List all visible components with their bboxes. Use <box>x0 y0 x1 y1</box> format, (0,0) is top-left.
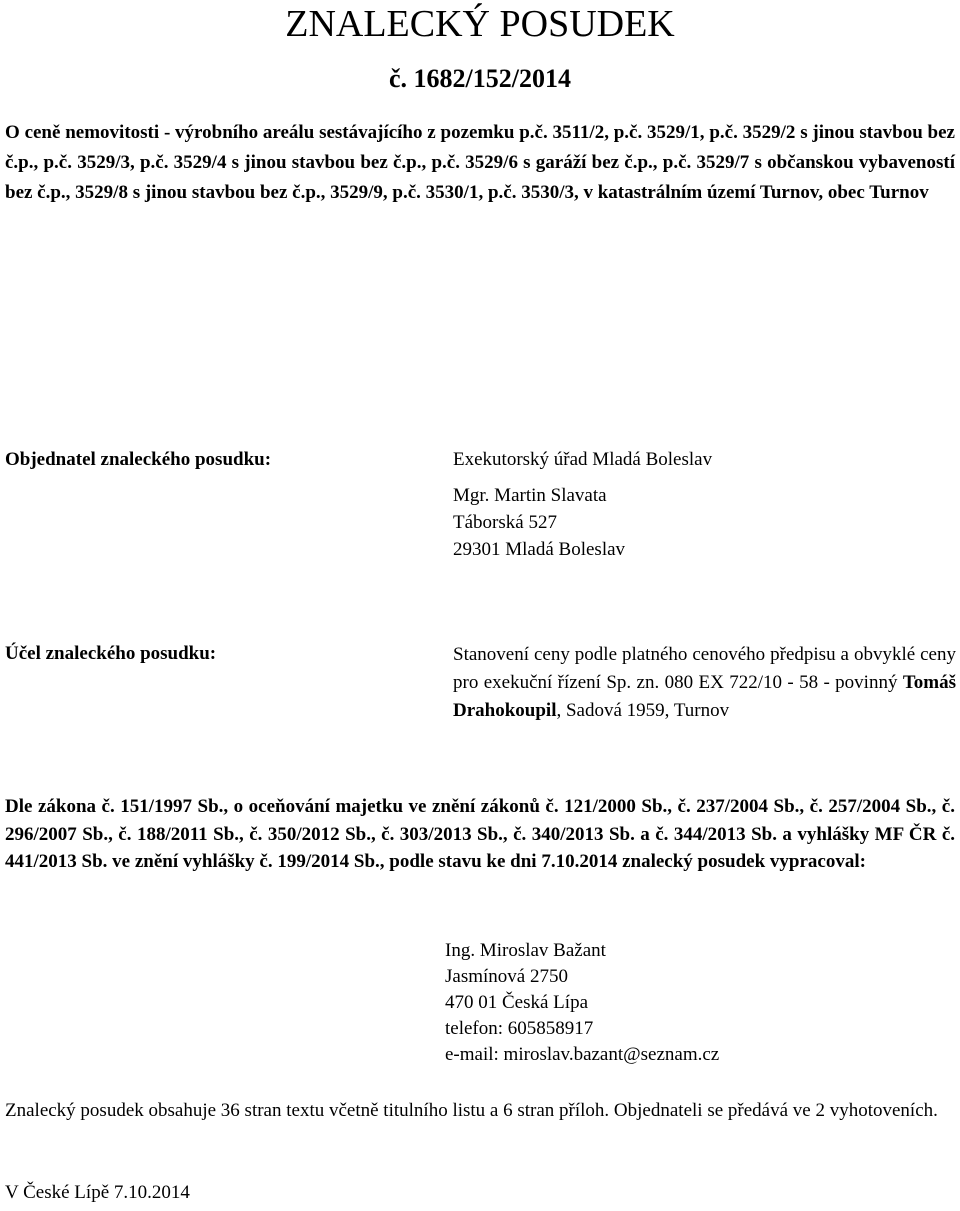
purpose-text-after: , Sadová 1959, Turnov <box>556 700 730 721</box>
purpose-text-before: Stanovení ceny podle platného cenového předpisu a obvyklé ceny pro exekuční řízení Sp. zn. 080 EX 722/10 - 58 - povinný <box>453 644 956 693</box>
client-office: Exekutorský úřad Mladá Boleslav <box>453 449 713 470</box>
purpose-text <box>453 641 956 725</box>
expert-block <box>445 938 719 1068</box>
expert-street: Jasmínová 2750 <box>445 966 568 987</box>
purpose-label: Účel znaleckého posudku: <box>5 643 217 664</box>
document-title: ZNALECKÝ POSUDEK <box>285 3 675 45</box>
expert-city: 470 01 Česká Lípa <box>445 992 589 1013</box>
place-date: V České Lípě 7.10.2014 <box>5 1182 190 1203</box>
legal-basis-paragraph: Dle zákona č. 151/1997 Sb., o oceňování majetku ve znění zákonů č. 121/2000 Sb., č. 237/2004 Sb., č. 257/2004 Sb., č. 296/2007 Sb., č. 188/2011 Sb., č. 350/2012 Sb., č. 303/2013 Sb., č. 340/2013 Sb. a č. 344/2013 Sb. a vyhlášky MF ČR č. 441/2013 Sb. ve znění vyhlášky č. 199/2014 Sb., podle stavu ke dni 7.10.2014 znalecký posudek vypracoval: <box>5 796 955 872</box>
client-street: Táborská 527 <box>453 512 557 533</box>
document-number: č. 1682/152/2014 <box>389 64 571 93</box>
subject-paragraph: O ceně nemovitosti - výrobního areálu sestávajícího z pozemku p.č. 3511/2, p.č. 3529/1, p.č. 3529/2 s jinou stavbou bez č.p., p.č. 3529/3, p.č. 3529/4 s jinou stavbou bez č.p., p.č. 3529/6 s garáží bez č.p., p.č. 3529/7 s občanskou vybaveností bez č.p., 3529/8 s jinou stavbou bez č.p., 3529/9, p.č. 3530/1, p.č. 3530/3, v katastrálním území Turnov, obec Turnov <box>5 122 955 203</box>
expert-email: e-mail: miroslav.bazant@seznam.cz <box>445 1044 720 1065</box>
expert-phone: telefon: 605858917 <box>445 1018 594 1039</box>
client-name: Mgr. Martin Slavata <box>453 485 607 506</box>
client-block <box>453 446 956 563</box>
expert-name: Ing. Miroslav Bažant <box>445 940 606 961</box>
client-city: 29301 Mladá Boleslav <box>453 539 626 560</box>
client-label: Objednatel znaleckého posudku: <box>5 449 272 470</box>
debtor-name: Tomáš Drahokoupil <box>453 672 956 721</box>
footer-note: Znalecký posudek obsahuje 36 stran textu včetně titulního listu a 6 stran příloh. Objednateli se předává ve 2 vyhotoveních. <box>5 1100 938 1121</box>
